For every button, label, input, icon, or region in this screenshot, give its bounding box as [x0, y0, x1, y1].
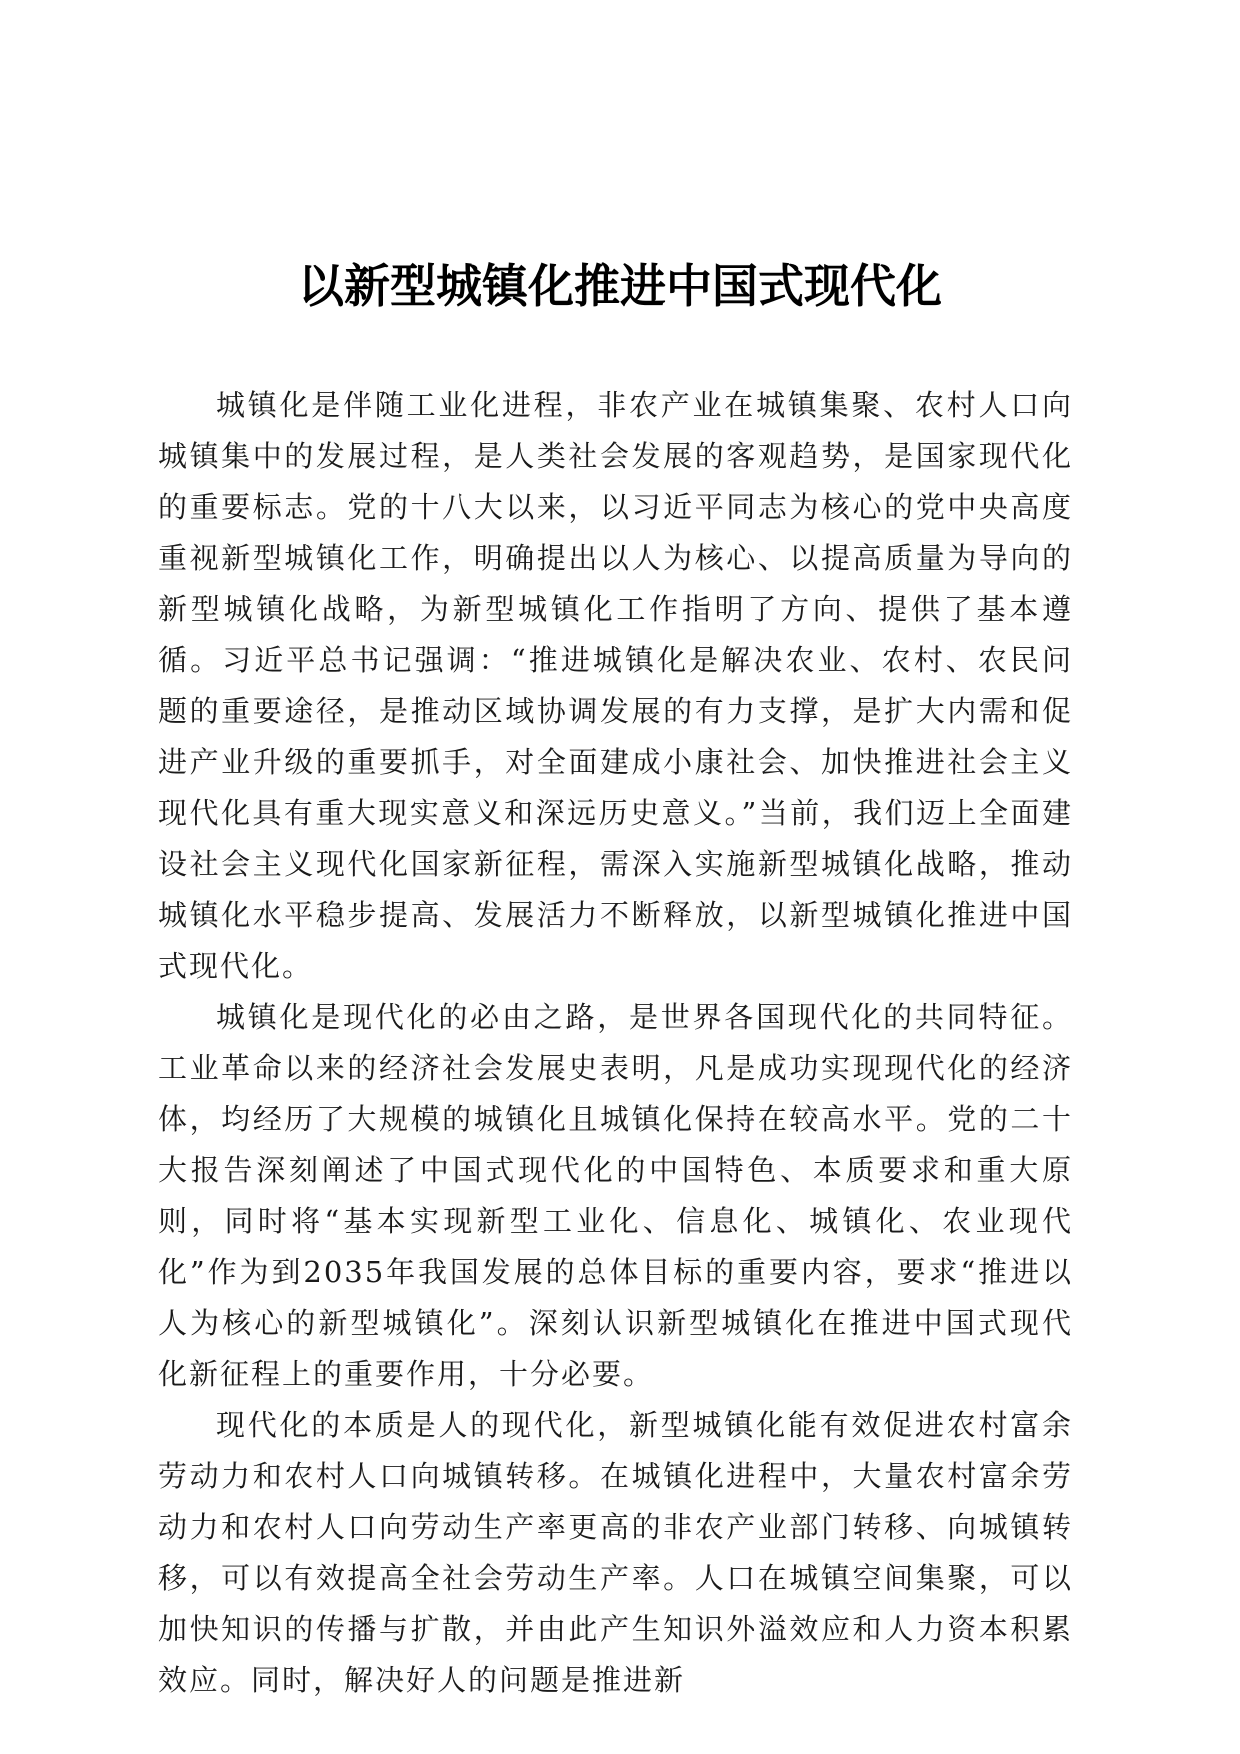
- paragraph-3: 现代化的本质是人的现代化，新型城镇化能有效促进农村富余劳动力和农村人口向城镇转移。在城镇化进程中，大量农村富余劳动力和农村人口向劳动生产率更高的非农产业部门转移、向城镇转移，可以有效提高全社会劳动生产率。人口在城镇空间集聚，可以加快知识的传播与扩散，并由此产生知识外溢效应和人力资本积累效应。同时，解决好人的问题是推进新: [158, 1408, 1073, 1697]
- document-title: 以新型城镇化推进中国式现代化: [298, 259, 942, 313]
- paragraph-1: 城镇化是伴随工业化进程，非农产业在城镇集聚、农村人口向城镇集中的发展过程，是人类社会发展的客观趋势，是国家现代化的重要标志。党的十八大以来，以习近平同志为核心的党中央高度重视新型城镇化工作，明确提出以人为核心、以提高质量为导向的新型城镇化战略，为新型城镇化工作指明了方向、提供了基本遵循。习近平总书记强调：“推进城镇化是解决农业、农村、农民问题的重要途径，是推动区域协调发展的有力支撑，是扩大内需和促进产业升级的重要抓手，对全面建成小康社会、加快推进社会主义现代化具有重大现实意义和深远历史意义。”当前，我们迈上全面建设社会主义现代化国家新征程，需深入实施新型城镇化战略，推动城镇化水平稳步提高、发展活力不断释放，以新型城镇化推进中国式现代化。: [158, 388, 1073, 983]
- paragraph-2: 城镇化是现代化的必由之路，是世界各国现代化的共同特征。工业革命以来的经济社会发展史表明，凡是成功实现现代化的经济体，均经历了大规模的城镇化且城镇化保持在较高水平。党的二十大报告深刻阐述了中国式现代化的中国特色、本质要求和重大原则，同时将“基本实现新型工业化、信息化、城镇化、农业现代化”作为到2035年我国发展的总体目标的重要内容，要求“推进以人为核心的新型城镇化”。深刻认识新型城镇化在推进中国式现代化新征程上的重要作用，十分必要。: [158, 1000, 1073, 1391]
- document-body: [158, 380, 1073, 1706]
